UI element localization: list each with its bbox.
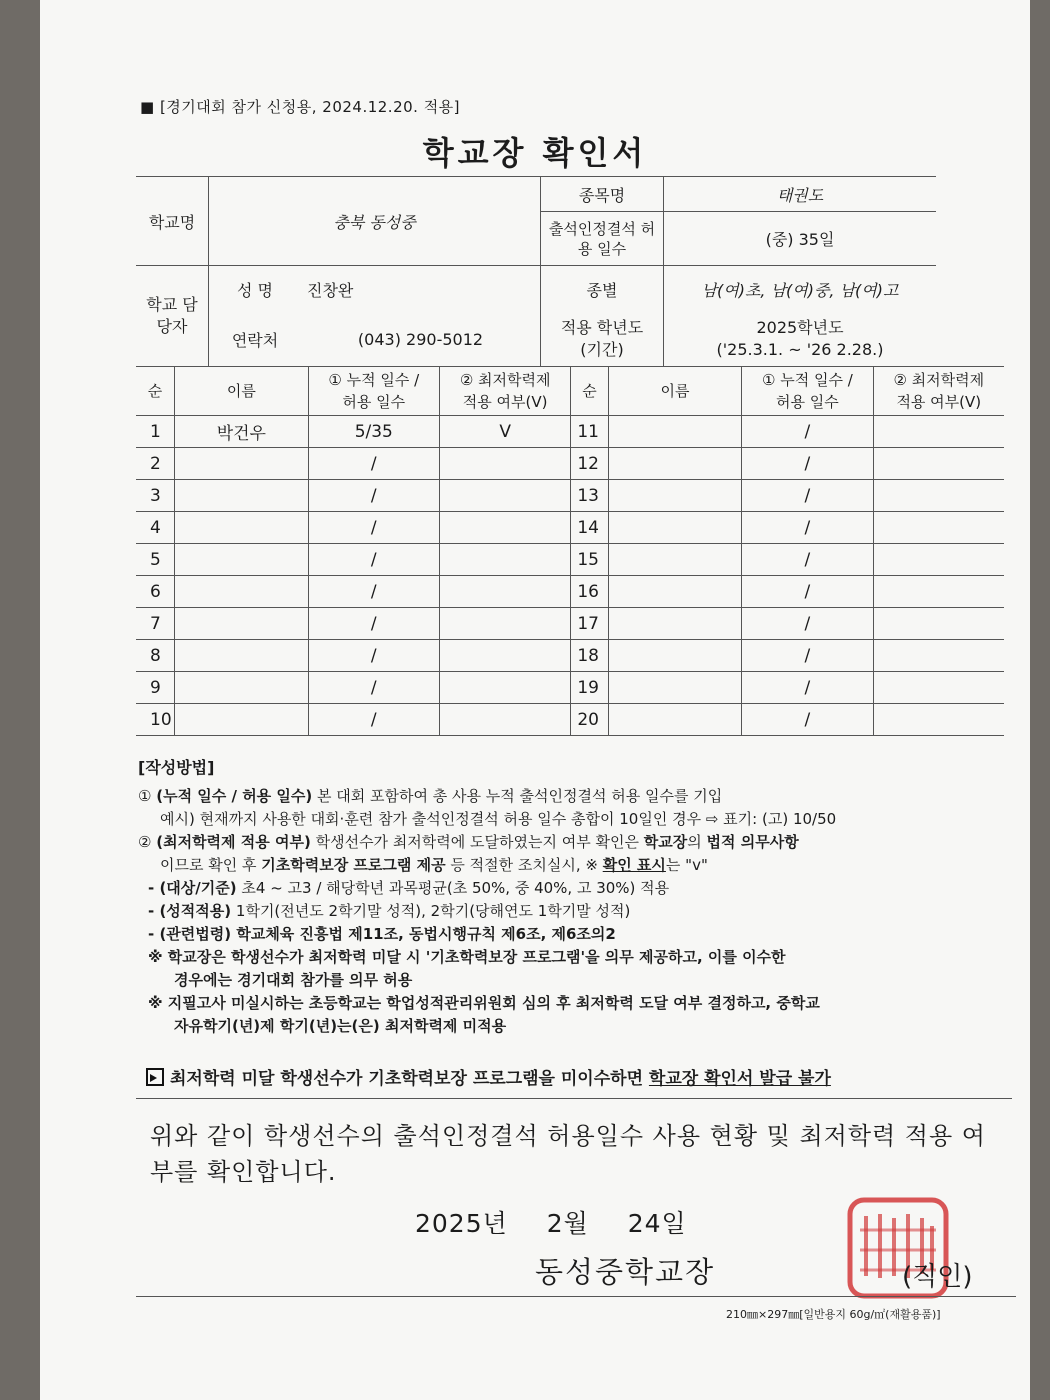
school-info-table: [136, 176, 936, 366]
instruction-2-text-a: 학생선수가 최저학력에 도달하였는지 여부 확인은: [315, 833, 639, 851]
note-1-cont: [138, 969, 998, 992]
row-check: [439, 608, 570, 640]
col-minimum-line1: ② 최저학력제: [459, 371, 551, 389]
row-days: /: [308, 544, 439, 576]
staff-label: 학교 담당자: [136, 266, 209, 367]
row-days: 5/35: [308, 416, 439, 448]
bullet-target-text: 초4 ~ 고3 / 해당학년 과목평균(초 50%, 중 40%, 고 30%) 적용: [241, 879, 670, 897]
warning-text: 최저학력 미달 학생선수가 기초학력보장 프로그램을 미이수하면: [170, 1069, 643, 1089]
row-check: [439, 704, 570, 736]
instruction-2-text-b: 의: [687, 833, 702, 851]
instruction-1-text: 본 대회 포함하여 총 사용 누적 출석인정결석 허용 일수를 기입: [317, 787, 723, 805]
row-days-2: /: [742, 608, 873, 640]
bottom-divider: [136, 1296, 1016, 1297]
row-days: /: [308, 448, 439, 480]
row-name-2: [608, 416, 742, 448]
category-label: 종별: [541, 266, 664, 313]
row-no: 2: [136, 448, 175, 480]
instruction-2-cont-c: 는 "v": [665, 856, 708, 874]
note-1-cont-text: 경우에는 경기대회 참가를 의무 허용: [174, 971, 413, 989]
row-no: 8: [136, 640, 175, 672]
sport-value: 태권도: [664, 177, 937, 212]
bullet-target-title: - (대상/기준): [148, 879, 237, 897]
student-roster-table: [136, 366, 1004, 736]
row-check-2: [873, 448, 1004, 480]
row-check-2: [873, 512, 1004, 544]
row-name: [175, 640, 309, 672]
col-days-line1: ① 누적 일수 /: [328, 371, 420, 389]
row-no-2: 20: [571, 704, 608, 736]
issue-date: [415, 1204, 717, 1240]
date-year: 2025년: [415, 1209, 508, 1238]
row-check-2: [873, 672, 1004, 704]
row-no: 9: [136, 672, 175, 704]
row-name-2: [608, 448, 742, 480]
school-year-label: [541, 312, 664, 366]
bullet-law-text: - (관련법령) 학교체육 진흥법 제11조, 동법시행규칙 제6조, 제6조의2: [148, 925, 616, 943]
school-name-value: 충북 동성중: [209, 177, 541, 266]
table-row: [136, 608, 1004, 640]
row-no: 7: [136, 608, 175, 640]
row-days-2: /: [742, 512, 873, 544]
bullet-law: [138, 923, 998, 946]
row-name-2: [608, 704, 742, 736]
table-row: [136, 672, 1004, 704]
row-name: [175, 448, 309, 480]
category-value: 남(여)초, 남(여)중, 남(여)고: [664, 266, 937, 313]
row-check-2: [873, 416, 1004, 448]
row-name-2: [608, 544, 742, 576]
row-name: 박건우: [175, 416, 309, 448]
row-check-2: [873, 608, 1004, 640]
staff-name-label: 성 명: [209, 266, 302, 313]
row-days: /: [308, 672, 439, 704]
confirmation-text: 위와 같이 학생선수의 출석인정결석 허용일수 사용 현황 및 최저학력 적용 여부를 확인합니다.: [150, 1122, 986, 1186]
note-2-cont-text: 자유학기(년)제 학기(년)는(은) 최저학력제 미적용: [174, 1017, 507, 1035]
absence-days-label: 출석인정결석 허용 일수: [541, 212, 664, 266]
form-note: ■ [경기대회 참가 신청용, 2024.12.20. 적용]: [140, 98, 461, 116]
bullet-grades-text: 1학기(전년도 2학기말 성적), 2학기(당해연도 1학기말 성적): [235, 902, 631, 920]
school-name-label: 학교명: [136, 177, 209, 266]
note-1: [138, 946, 998, 969]
col-name: 이름: [175, 367, 309, 416]
arrow-box-icon: [146, 1068, 164, 1086]
row-days: /: [308, 704, 439, 736]
row-no-2: 14: [571, 512, 608, 544]
row-no: 5: [136, 544, 175, 576]
instructions: [138, 756, 998, 1038]
row-days: /: [308, 576, 439, 608]
document-title: 학교장 확인서: [422, 134, 648, 172]
table-row: [136, 480, 1004, 512]
sport-label: 종목명: [541, 177, 664, 212]
col-days-2-line2: 허용 일수: [776, 393, 839, 411]
warning-underlined: 학교장 확인서 발급 불가: [648, 1069, 831, 1089]
row-no-2: 17: [571, 608, 608, 640]
school-year-label-line2: (기간): [580, 340, 624, 359]
divider: [136, 1098, 1012, 1099]
note-2: [138, 992, 998, 1015]
row-days-2: /: [742, 672, 873, 704]
row-days-2: /: [742, 448, 873, 480]
instruction-2: [138, 831, 998, 854]
table-row: [136, 704, 1004, 736]
row-days-2: /: [742, 416, 873, 448]
row-name: [175, 544, 309, 576]
row-days-2: /: [742, 576, 873, 608]
col-minimum: [439, 367, 570, 416]
row-check-2: [873, 544, 1004, 576]
bullet-target: [138, 877, 998, 900]
col-no: 순: [136, 367, 175, 416]
col-name-2: 이름: [608, 367, 742, 416]
instruction-2-cont-mark: 확인 표시: [602, 856, 666, 874]
instruction-1-example: 예시) 현재까지 사용한 대회·훈련 참가 출석인정결석 허용 일수 총합이 10일인 경우 ⇨ 표기: (고) 10/50: [160, 810, 837, 828]
note-1-text: ※ 학교장은 학생선수가 최저학력 미달 시 '기초학력보장 프로그램'을 의무 제공하고, 이를 이수한: [148, 948, 786, 966]
row-name: [175, 672, 309, 704]
instruction-2-cont-bold: 기초학력보장 프로그램 제공: [261, 856, 446, 874]
row-check: [439, 672, 570, 704]
table-row: [136, 576, 1004, 608]
row-no-2: 11: [571, 416, 608, 448]
row-name-2: [608, 608, 742, 640]
row-no: 1: [136, 416, 175, 448]
row-days: /: [308, 608, 439, 640]
row-name: [175, 576, 309, 608]
row-check-2: [873, 704, 1004, 736]
row-no: 3: [136, 480, 175, 512]
table-row: [136, 448, 1004, 480]
seal-label: (직인): [902, 1262, 973, 1292]
col-no-2: 순: [571, 367, 608, 416]
school-year-period: ('25.3.1. ~ '26 2.28.): [716, 340, 884, 359]
bullet-grades: [138, 900, 998, 923]
col-days-2-line1: ① 누적 일수 /: [762, 371, 853, 389]
col-minimum-2: [873, 367, 1004, 416]
instructions-label: [작성방법]: [138, 758, 215, 777]
circle-1: ①: [138, 787, 152, 805]
note-2-text: ※ 지필고사 미실시하는 초등학교는 학업성적관리위원회 심의 후 최저학력 도달 여부 결정하고, 중학교: [148, 994, 820, 1012]
row-no-2: 19: [571, 672, 608, 704]
row-days-2: /: [742, 480, 873, 512]
row-check: [439, 448, 570, 480]
row-check-2: [873, 640, 1004, 672]
date-day: 24일: [627, 1209, 687, 1238]
school-year-label-line1: 적용 학년도: [560, 318, 644, 337]
instruction-2-bold-a: 학교장: [643, 833, 688, 851]
row-name: [175, 704, 309, 736]
row-no: 10: [136, 704, 175, 736]
instruction-2-bold-b: 법적 의무사항: [706, 833, 799, 851]
instruction-2-cont-a: 이므로 확인 후: [160, 856, 257, 874]
bullet-grades-title: - (성적적용): [148, 902, 232, 920]
row-no-2: 16: [571, 576, 608, 608]
row-name-2: [608, 672, 742, 704]
row-name: [175, 608, 309, 640]
col-minimum-2-line1: ② 최저학력제: [893, 371, 985, 389]
paper-spec: 210㎜×297㎜[일반용지 60g/㎡(재활용품)]: [726, 1308, 941, 1321]
row-name-2: [608, 576, 742, 608]
table-row: [136, 544, 1004, 576]
row-days: /: [308, 640, 439, 672]
row-no-2: 12: [571, 448, 608, 480]
row-no-2: 15: [571, 544, 608, 576]
row-check-2: [873, 480, 1004, 512]
row-no-2: 13: [571, 480, 608, 512]
row-no: 6: [136, 576, 175, 608]
instruction-1: [138, 785, 998, 808]
instruction-2-cont-b: 등 적절한 조치실시, ※: [450, 856, 598, 874]
contact-value: (043) 290-5012: [357, 329, 484, 349]
row-no: 4: [136, 512, 175, 544]
contact-label: 연락처: [209, 312, 302, 366]
col-minimum-line2: 적용 여부(V): [462, 393, 548, 411]
row-no-2: 18: [571, 640, 608, 672]
table-row: [136, 640, 1004, 672]
warning-line: [146, 1064, 831, 1089]
row-check-2: [873, 576, 1004, 608]
row-days-2: /: [742, 640, 873, 672]
row-name: [175, 512, 309, 544]
document-page: [40, 0, 1030, 1400]
row-days-2: /: [742, 704, 873, 736]
staff-name-value: 진창완: [301, 266, 541, 313]
school-year-value-line1: 2025학년도: [756, 318, 844, 337]
row-name-2: [608, 512, 742, 544]
circle-2: ②: [138, 833, 152, 851]
note-2-cont: [138, 1015, 998, 1038]
absence-days-value: (중) 35일: [664, 212, 937, 266]
row-check: V: [439, 416, 570, 448]
row-check: [439, 640, 570, 672]
instruction-1-title: (누적 일수 / 허용 일수): [156, 787, 313, 805]
principal-name: 동성중학교장: [535, 1255, 716, 1289]
row-check: [439, 480, 570, 512]
col-days-2: [742, 367, 873, 416]
row-days-2: /: [742, 544, 873, 576]
col-days-line2: 허용 일수: [342, 393, 406, 411]
row-days: /: [308, 512, 439, 544]
row-name-2: [608, 640, 742, 672]
instruction-2-cont: [138, 854, 998, 877]
row-check: [439, 576, 570, 608]
row-days: /: [308, 480, 439, 512]
school-year-value: [664, 312, 937, 366]
col-days: [308, 367, 439, 416]
row-check: [439, 512, 570, 544]
row-name: [175, 480, 309, 512]
row-name-2: [608, 480, 742, 512]
date-month: 2월: [546, 1209, 589, 1238]
table-row: [136, 416, 1004, 448]
table-row: [136, 512, 1004, 544]
col-minimum-2-line2: 적용 여부(V): [896, 393, 982, 411]
row-check: [439, 544, 570, 576]
instruction-2-title: (최저학력제 적용 여부): [156, 833, 311, 851]
